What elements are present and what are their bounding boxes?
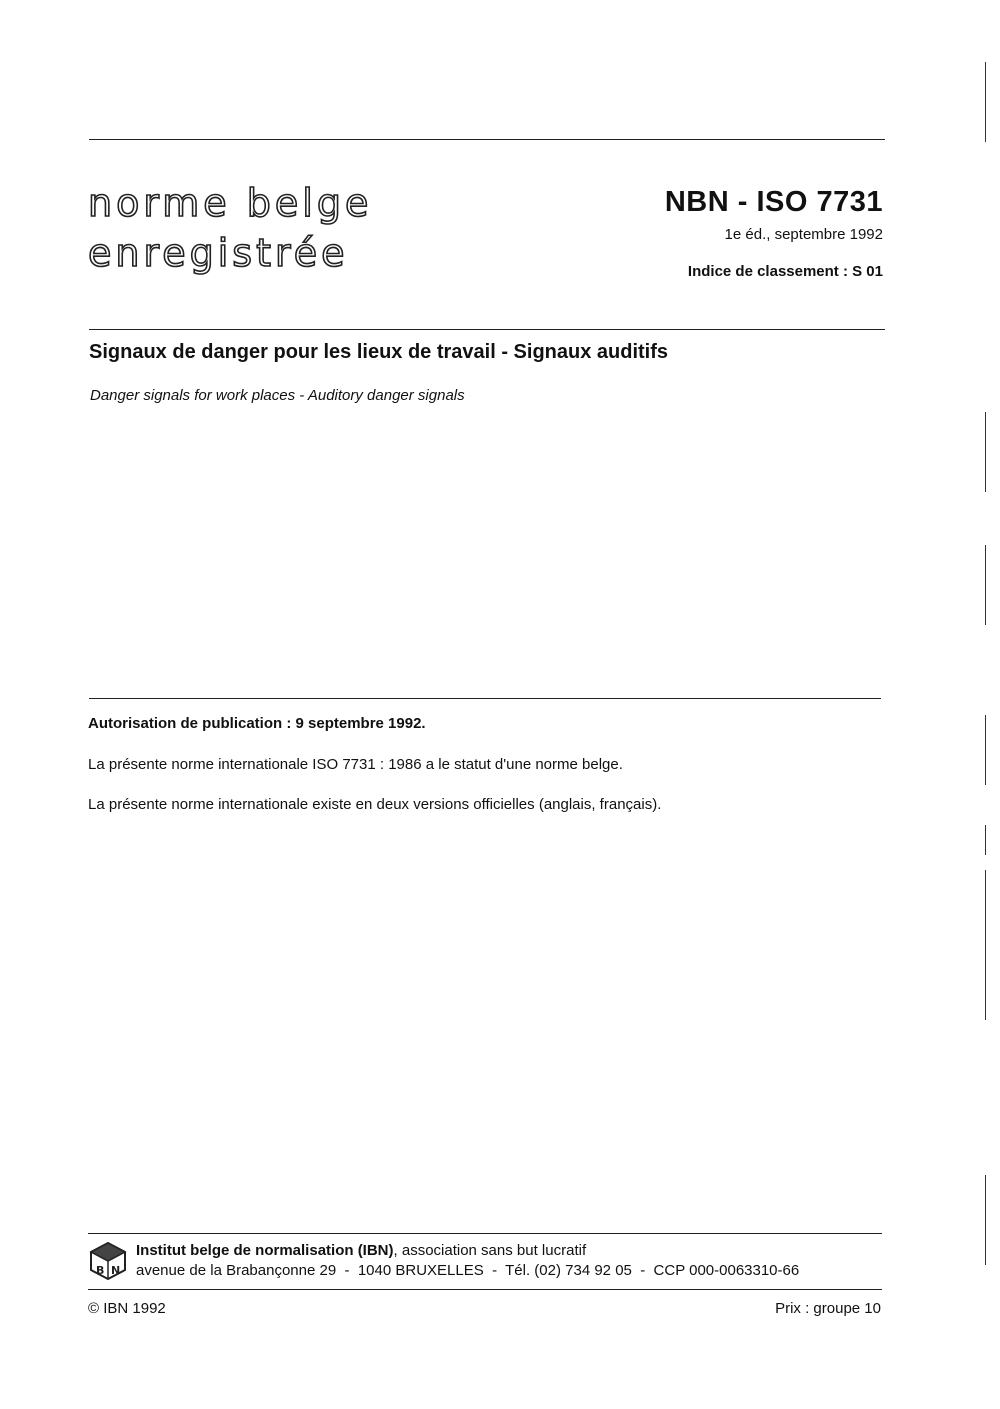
scan-edge-line	[985, 825, 986, 855]
document-title-french: Signaux de danger pour les lieux de travail - Signaux auditifs	[89, 341, 669, 363]
scan-edge-line	[985, 1175, 986, 1265]
copyright-notice: © IBN 1992	[88, 1300, 166, 1317]
scan-edge-line	[985, 715, 986, 785]
brand-title	[88, 178, 372, 278]
scan-edge-line	[985, 412, 986, 492]
institute-address: avenue de la Brabançonne 29 - 1040 BRUXELLES - Tél. (02) 734 92 05 - CCP 000-0063310-66	[136, 1262, 800, 1279]
top-rule	[89, 139, 885, 140]
publication-authorisation: Autorisation de publication : 9 septembre 1992.	[88, 715, 426, 732]
classification-index: Indice de classement : S 01	[687, 263, 883, 280]
brand-line-2: enregistrée	[88, 231, 349, 275]
versions-paragraph: La présente norme internationale existe en deux versions officielles (anglais, français).	[88, 796, 662, 813]
ibn-logo-icon	[88, 1241, 128, 1281]
publication-rule	[89, 698, 881, 699]
svg-text:N: N	[111, 1264, 121, 1277]
scan-edge-line	[985, 545, 986, 625]
standard-code: NBN - ISO 7731	[664, 186, 883, 218]
svg-text:B: B	[96, 1264, 105, 1277]
institute-line	[136, 1242, 586, 1259]
title-rule	[89, 329, 885, 330]
footer-rule-bottom	[88, 1289, 882, 1290]
scan-edge-line	[985, 870, 986, 1020]
price-group: Prix : groupe 10	[775, 1300, 881, 1317]
footer-rule-top	[88, 1233, 882, 1234]
brand-line-1: norme belge	[88, 181, 373, 225]
institute-name: Institut belge de normalisation (IBN)	[136, 1242, 394, 1259]
edition-date: 1e éd., septembre 1992	[724, 226, 883, 243]
institute-suffix: , association sans but lucratif	[393, 1242, 587, 1259]
status-paragraph: La présente norme internationale ISO 7731 : 1986 a le statut d'une norme belge.	[88, 756, 623, 773]
scan-edge-line	[985, 62, 986, 142]
document-title-english: Danger signals for work places - Auditory danger signals	[90, 387, 465, 404]
